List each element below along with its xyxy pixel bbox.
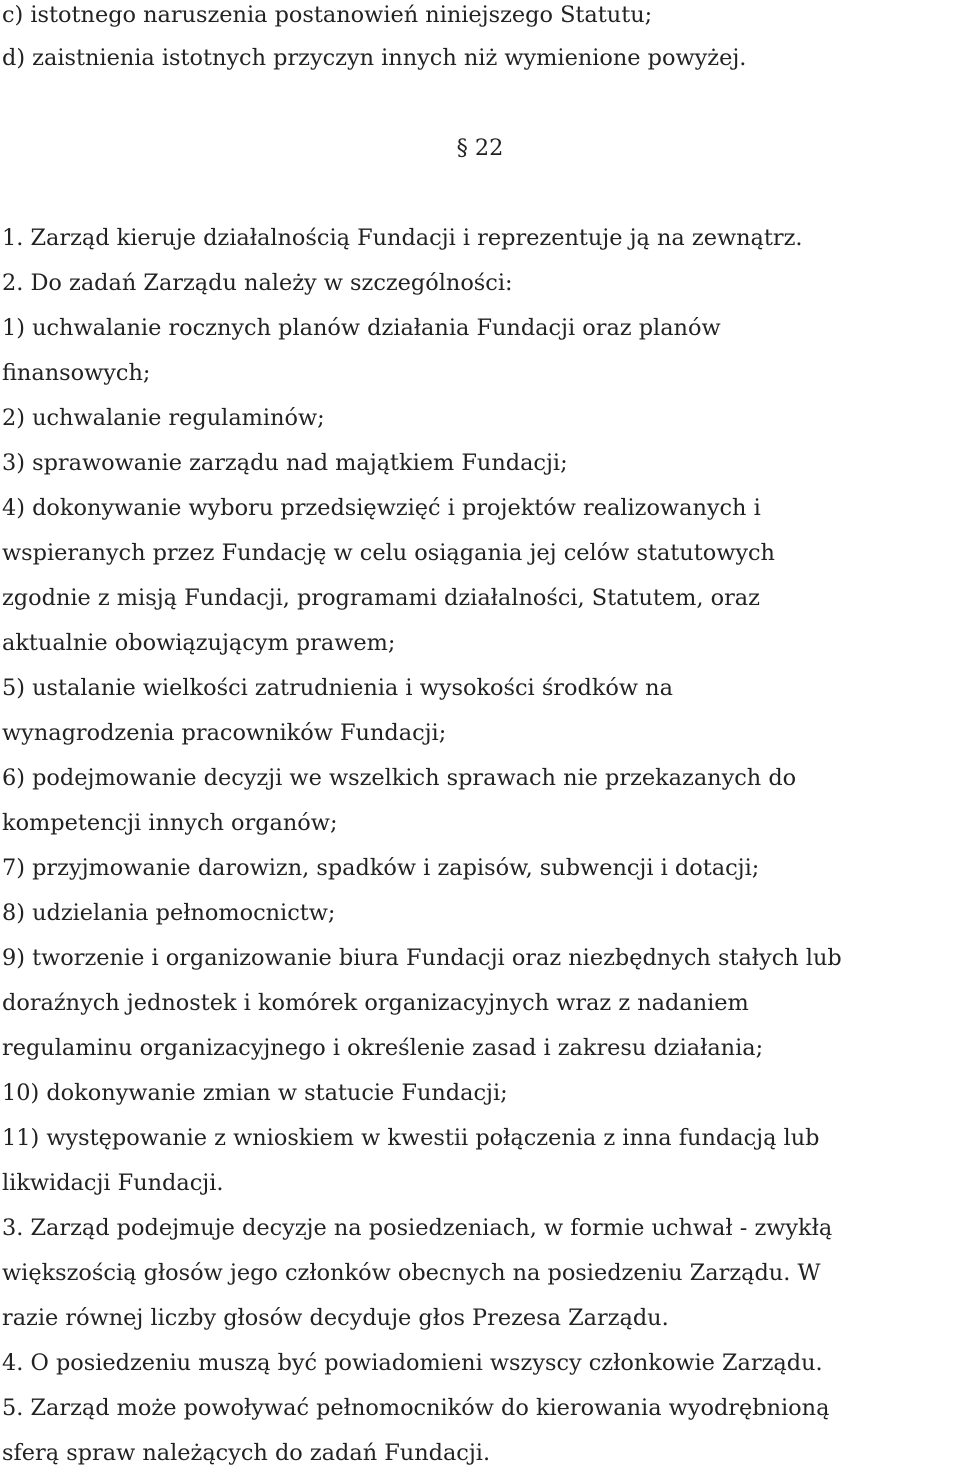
list-item-1: 1) uchwalanie rocznych planów działania Fundacji oraz planów <box>2 315 721 341</box>
paragraph-3: 3. Zarząd podejmuje decyzje na posiedzeniach, w formie uchwał - zwykłą <box>2 1215 833 1241</box>
list-item-9: 9) tworzenie i organizowanie biura Fundacji oraz niezbędnych stałych lub <box>2 945 842 971</box>
paragraph-3-cont: większością głosów jego członków obecnych na posiedzeniu Zarządu. W <box>2 1260 821 1286</box>
paragraph-5: 5. Zarząd może powoływać pełnomocników do kierowania wyodrębnioną <box>2 1395 830 1421</box>
list-item-4-cont: zgodnie z misją Fundacji, programami działalności, Statutem, oraz <box>2 585 760 611</box>
list-item-c: c) istotnego naruszenia postanowień niniejszego Statutu; <box>2 2 653 28</box>
list-item-6-cont: kompetencji innych organów; <box>2 810 338 836</box>
list-item-2: 2) uchwalanie regulaminów; <box>2 405 325 431</box>
paragraph-4: 4. O posiedzeniu muszą być powiadomieni wszyscy członkowie Zarządu. <box>2 1350 823 1376</box>
paragraph-2: 2. Do zadań Zarządu należy w szczególności: <box>2 270 513 296</box>
list-item-5-cont: wynagrodzenia pracowników Fundacji; <box>2 720 447 746</box>
paragraph-3-cont: razie równej liczby głosów decyduje głos Prezesa Zarządu. <box>2 1305 669 1331</box>
list-item-11: 11) występowanie z wnioskiem w kwestii połączenia z inna fundacją lub <box>2 1125 820 1151</box>
list-item-4-cont: wspieranych przez Fundację w celu osiągania jej celów statutowych <box>2 540 775 566</box>
list-item-1-cont: finansowych; <box>2 360 151 386</box>
list-item-11-cont: likwidacji Fundacji. <box>2 1170 224 1196</box>
list-item-3: 3) sprawowanie zarządu nad majątkiem Fundacji; <box>2 450 568 476</box>
list-item-10: 10) dokonywanie zmian w statucie Fundacji; <box>2 1080 508 1106</box>
list-item-d: d) zaistnienia istotnych przyczyn innych niż wymienione powyżej. <box>2 45 747 71</box>
list-item-5: 5) ustalanie wielkości zatrudnienia i wysokości środków na <box>2 675 673 701</box>
list-item-4: 4) dokonywanie wyboru przedsięwzięć i projektów realizowanych i <box>2 495 761 521</box>
paragraph-5-cont: sferą spraw należących do zadań Fundacji. <box>2 1440 491 1466</box>
list-item-8: 8) udzielania pełnomocnictw; <box>2 900 336 926</box>
list-item-6: 6) podejmowanie decyzji we wszelkich sprawach nie przekazanych do <box>2 765 797 791</box>
list-item-4-cont: aktualnie obowiązującym prawem; <box>2 630 396 656</box>
list-item-7: 7) przyjmowanie darowizn, spadków i zapisów, subwencji i dotacji; <box>2 855 760 881</box>
list-item-9-cont: regulaminu organizacyjnego i określenie zasad i zakresu działania; <box>2 1035 764 1061</box>
list-item-9-cont: doraźnych jednostek i komórek organizacyjnych wraz z nadaniem <box>2 990 749 1016</box>
paragraph-1: 1. Zarząd kieruje działalnością Fundacji i reprezentuje ją na zewnątrz. <box>2 225 803 251</box>
section-heading: § 22 <box>456 135 504 161</box>
